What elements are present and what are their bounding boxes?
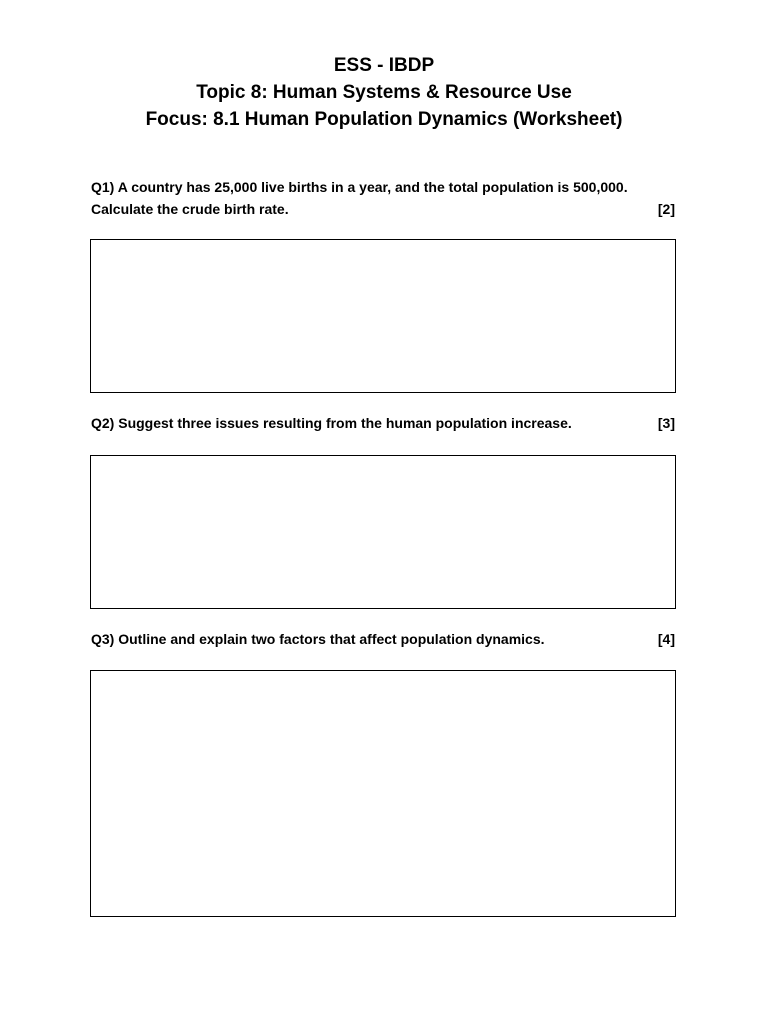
question-1-line-1 <box>91 176 676 198</box>
focus-title: Focus: 8.1 Human Population Dynamics (Worksheet) <box>145 109 623 130</box>
answer-box-1[interactable] <box>90 239 676 393</box>
worksheet-header <box>0 52 768 133</box>
question-3-line-1 <box>91 628 676 650</box>
question-2 <box>91 412 676 434</box>
answer-box-2[interactable] <box>90 455 676 609</box>
question-2-line-1 <box>91 412 676 434</box>
question-1-marks: [2] <box>657 201 675 217</box>
question-1-text: Q1) A country has 25,000 live births in a year, and the total population is 500,000. <box>91 179 628 195</box>
question-2-marks: [3] <box>657 415 675 431</box>
question-3-text: Q3) Outline and explain two factors that affect population dynamics. <box>91 631 545 647</box>
question-2-text: Q2) Suggest three issues resulting from the human population increase. <box>91 415 572 431</box>
question-1-line-2 <box>91 198 676 220</box>
question-1 <box>91 176 676 220</box>
answer-box-3[interactable] <box>90 670 676 917</box>
course-title: ESS - IBDP <box>333 55 435 76</box>
question-1-text-continued: Calculate the crude birth rate. <box>91 201 289 217</box>
topic-title: Topic 8: Human Systems & Resource Use <box>196 82 572 103</box>
question-3 <box>91 628 676 650</box>
question-3-marks: [4] <box>657 631 675 647</box>
